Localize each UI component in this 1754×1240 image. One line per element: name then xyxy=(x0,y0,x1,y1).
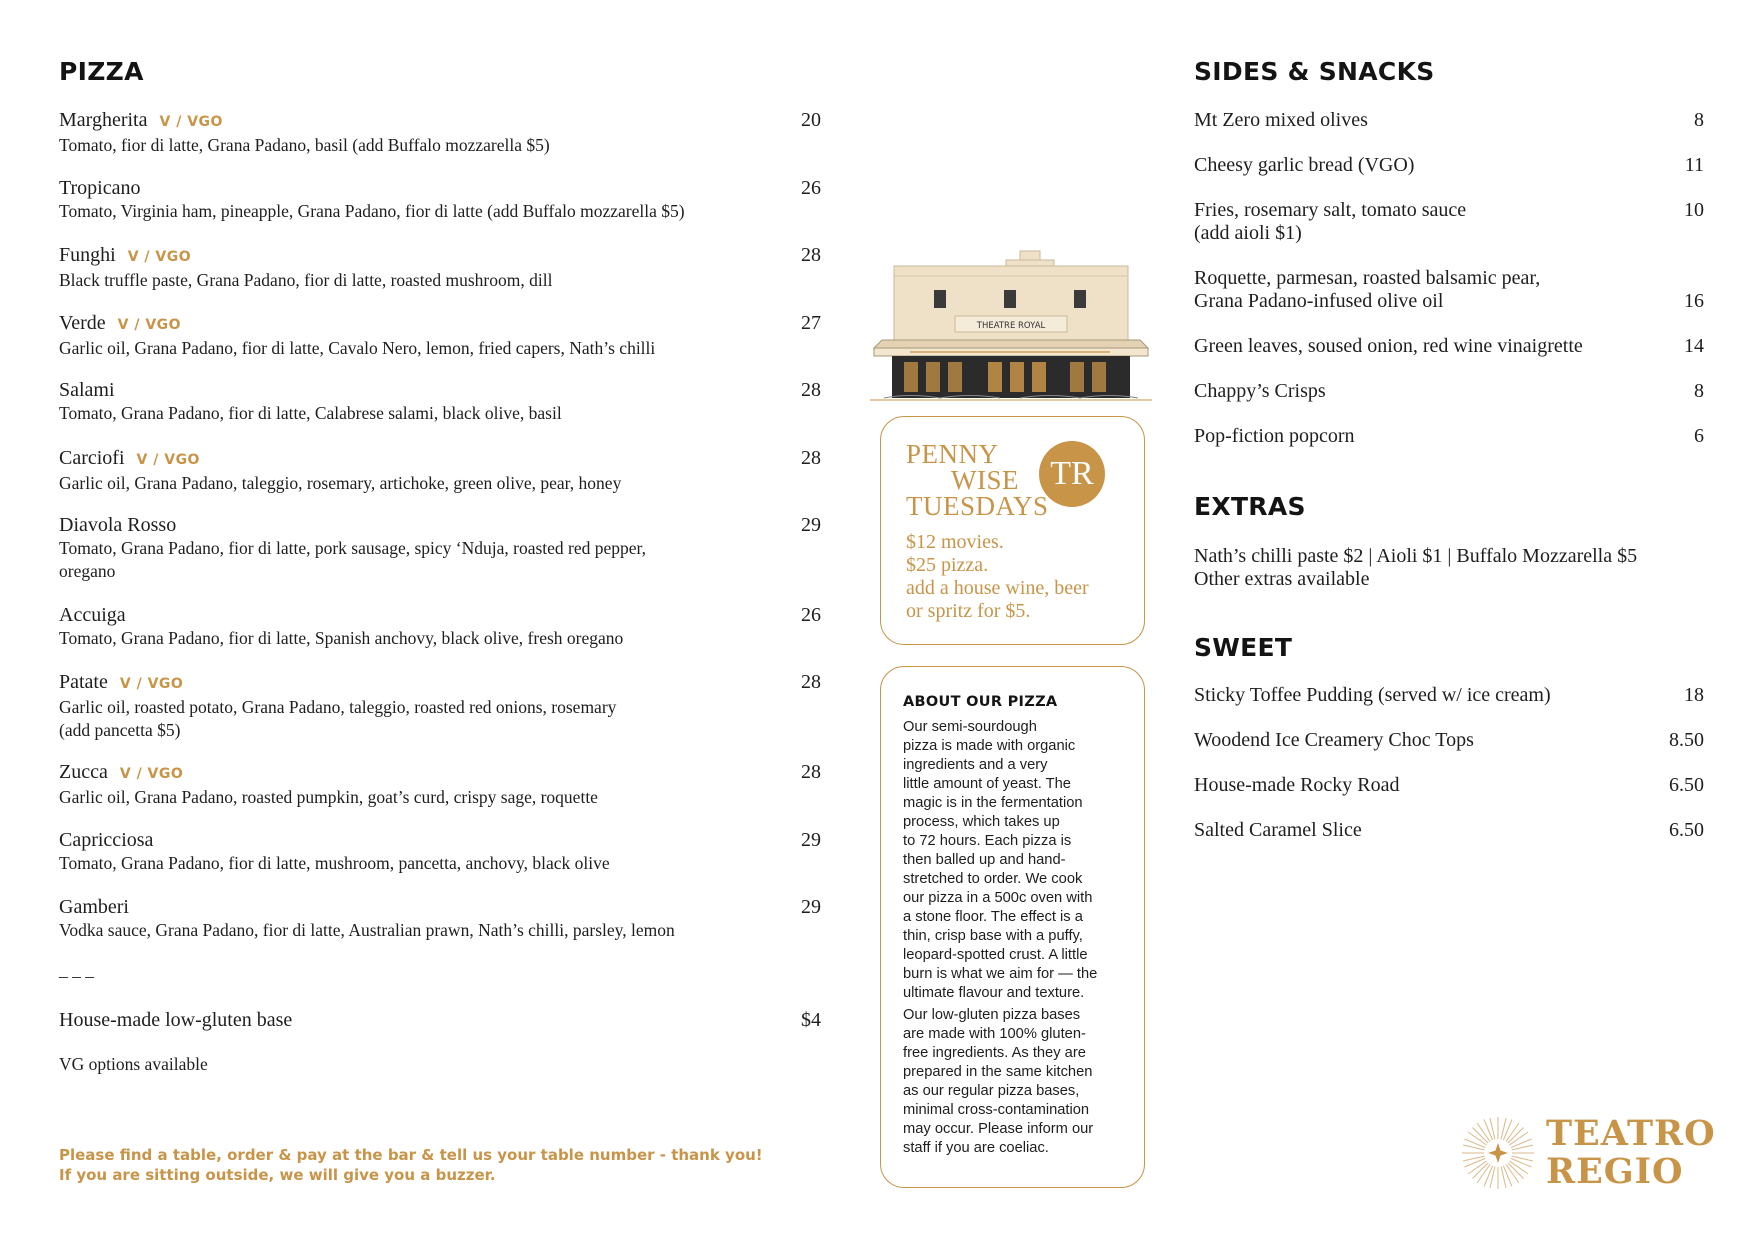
promo-box xyxy=(880,416,1145,645)
pizza-heading: PIZZA xyxy=(59,57,144,86)
about-paragraph-2: Our low-gluten pizza bases are made with 100% gluten- free ingredients. As they are prepared in the same kitchen as our regular pizza bases, minimal cross-contamination may occur. Please inform our staff if you are coeliac. xyxy=(903,1007,1094,1156)
extras-heading: EXTRAS xyxy=(1194,492,1306,521)
item-name-cont: Grana Padano-infused olive oil xyxy=(1194,290,1444,312)
sweet-item xyxy=(1194,729,1704,752)
item-price: 11 xyxy=(1684,154,1704,176)
theatre-building-image xyxy=(870,248,1152,408)
item-description: Tomato, fior di latte, Grana Padano, basil (add Buffalo mozzarella $5) xyxy=(59,135,550,155)
item-price: 29 xyxy=(801,896,821,918)
item-price: 14 xyxy=(1684,335,1704,357)
diet-tag: V / VGO xyxy=(159,114,223,130)
item-name: Margherita xyxy=(59,109,148,131)
pizza-item-verde xyxy=(59,311,821,360)
diet-tag: V / VGO xyxy=(127,249,192,265)
item-price: 8 xyxy=(1694,380,1704,402)
pizza-item-patate xyxy=(59,670,821,742)
pizza-item-zucca xyxy=(59,760,821,809)
item-price: 10 xyxy=(1684,199,1704,221)
separator: – – – xyxy=(59,966,94,986)
item-price: 28 xyxy=(801,447,821,469)
item-price: $4 xyxy=(801,1009,821,1031)
item-name: Roquette, parmesan, roasted balsamic pear, xyxy=(1194,267,1541,289)
item-price: 6.50 xyxy=(1669,774,1704,796)
item-description-cont: oregano xyxy=(59,561,116,581)
item-description: Garlic oil, roasted potato, Grana Padano, taleggio, roasted red onions, rosemary xyxy=(59,697,617,717)
theatre-sign: THEATRE ROYAL xyxy=(976,321,1046,331)
item-description: Tomato, Grana Padano, fior di latte, Calabrese salami, black olive, basil xyxy=(59,403,562,423)
promo-line: $12 movies. xyxy=(906,531,1004,553)
item-name: Mt Zero mixed olives xyxy=(1194,109,1368,131)
about-paragraph-1: Our semi-sourdough pizza is made with organic ingredients and a very little amount of yeast. The magic is in the fermentation process, which takes up to 72 hours. Each pizza is then balled up and hand- stretched to order. We cook our pizza in a 500c oven with a stone floor. The effect is a thin, crisp base with a puffy, leopard-spotted crust. A little burn is what we aim for — the ultimate flavour and texture. xyxy=(903,719,1098,1001)
side-item xyxy=(1194,425,1704,448)
item-price: 27 xyxy=(801,312,821,334)
promo-line: or spritz for $5. xyxy=(906,600,1031,622)
promo-title-line3: TUESDAYS xyxy=(906,491,1049,521)
item-price: 6 xyxy=(1694,425,1704,447)
promo-title-line1: PENNY xyxy=(906,439,999,469)
item-name-cont: (add aioli $1) xyxy=(1194,222,1302,244)
promo-line: $25 pizza. xyxy=(906,554,989,576)
item-name: Fries, rosemary salt, tomato sauce xyxy=(1194,199,1467,221)
diet-tag: V / VGO xyxy=(117,317,182,333)
pizza-item-salami xyxy=(59,378,821,425)
promo-details xyxy=(906,531,1089,623)
item-name: Patate xyxy=(59,671,108,693)
item-description: Garlic oil, Grana Padano, taleggio, rosemary, artichoke, green olive, pear, honey xyxy=(59,473,622,493)
vg-options-note: VG options available xyxy=(59,1054,208,1074)
item-price: 28 xyxy=(801,671,821,693)
promo-title-line2: WISE xyxy=(951,465,1019,495)
sweet-item xyxy=(1194,819,1704,842)
side-item xyxy=(1194,154,1704,177)
item-price: 20 xyxy=(801,109,821,131)
item-description: Vodka sauce, Grana Padano, fior di latte, Australian prawn, Nath’s chilli, parsley, lemon xyxy=(59,920,675,940)
ordering-note-line1: Please find a table, order & pay at the bar & tell us your table number - thank you! xyxy=(59,1146,763,1164)
item-name: House-made low-gluten base xyxy=(59,1009,293,1031)
item-name: Gamberi xyxy=(59,896,129,918)
item-name: Woodend Ice Creamery Choc Tops xyxy=(1194,729,1474,751)
item-name: Funghi xyxy=(59,244,116,266)
pizza-item-margherita xyxy=(59,108,821,157)
logo-wordmark xyxy=(1546,1115,1716,1191)
item-description: Garlic oil, Grana Padano, fior di latte, Cavalo Nero, lemon, fried capers, Nath’s chilli xyxy=(59,338,656,358)
item-name: Carciofi xyxy=(59,447,125,469)
sunburst-icon xyxy=(1460,1115,1536,1191)
item-name: Capricciosa xyxy=(59,829,154,851)
logo-line2: REGIO xyxy=(1546,1151,1684,1192)
item-name: Sticky Toffee Pudding (served w/ ice cream) xyxy=(1194,684,1551,706)
item-price: 8.50 xyxy=(1669,729,1704,751)
theatre-building-illustration xyxy=(870,248,1152,408)
item-name: Verde xyxy=(59,312,106,334)
side-item xyxy=(1194,267,1704,313)
item-price: 28 xyxy=(801,761,821,783)
item-name: Tropicano xyxy=(59,177,141,199)
side-item xyxy=(1194,109,1704,132)
item-name: Salami xyxy=(59,379,115,401)
item-description: Tomato, Grana Padano, fior di latte, pork sausage, spicy ‘Nduja, roasted red pepper, xyxy=(59,538,647,558)
sweet-heading: SWEET xyxy=(1194,633,1293,662)
item-price: 16 xyxy=(1684,290,1704,312)
item-description: Tomato, Grana Padano, fior di latte, Spanish anchovy, black olive, fresh oregano xyxy=(59,628,624,648)
extras-line1: Nath’s chilli paste $2 | Aioli $1 | Buffalo Mozzarella $5 xyxy=(1194,545,1638,567)
pizza-item-funghi xyxy=(59,243,821,292)
item-price: 26 xyxy=(801,604,821,626)
item-name: Diavola Rosso xyxy=(59,514,177,536)
item-description: Tomato, Virginia ham, pineapple, Grana Padano, fior di latte (add Buffalo mozzarella $5) xyxy=(59,201,685,221)
pizza-section xyxy=(59,0,821,1240)
ordering-note xyxy=(59,1145,763,1185)
sweet-item xyxy=(1194,774,1704,797)
item-description: Tomato, Grana Padano, fior di latte, mushroom, pancetta, anchovy, black olive xyxy=(59,853,610,873)
item-name: Chappy’s Crisps xyxy=(1194,380,1326,402)
pizza-item-accuiga xyxy=(59,603,821,650)
item-description: Garlic oil, Grana Padano, roasted pumpkin, goat’s curd, crispy sage, roquette xyxy=(59,787,598,807)
diet-tag: V / VGO xyxy=(119,676,184,692)
item-price: 18 xyxy=(1684,684,1704,706)
item-name: Accuiga xyxy=(59,604,126,626)
item-price: 29 xyxy=(801,829,821,851)
logo-line1: TEATRO xyxy=(1546,1113,1716,1154)
item-name: House-made Rocky Road xyxy=(1194,774,1400,796)
item-name: Pop-fiction popcorn xyxy=(1194,425,1355,447)
promo-badge xyxy=(1039,441,1105,507)
low-gluten-base-item xyxy=(59,1008,821,1032)
diet-tag: V / VGO xyxy=(136,452,200,468)
item-price: 29 xyxy=(801,514,821,536)
extras-text xyxy=(1194,545,1704,591)
extras-line2: Other extras available xyxy=(1194,568,1370,590)
pizza-item-tropicano xyxy=(59,176,821,223)
item-name: Salted Caramel Slice xyxy=(1194,819,1362,841)
pizza-item-gamberi xyxy=(59,895,821,942)
item-price: 26 xyxy=(801,177,821,199)
teatro-regio-logo xyxy=(1460,1113,1716,1195)
item-description-cont: (add pancetta $5) xyxy=(59,720,181,740)
promo-badge-text: TR xyxy=(1050,455,1094,492)
pizza-item-carciofi xyxy=(59,446,821,495)
side-item xyxy=(1194,380,1704,403)
diet-tag: V / VGO xyxy=(119,766,184,782)
promo-title xyxy=(906,441,1049,519)
item-price: 28 xyxy=(801,244,821,266)
item-name: Green leaves, soused onion, red wine vinaigrette xyxy=(1194,335,1583,357)
item-price: 6.50 xyxy=(1669,819,1704,841)
item-description: Black truffle paste, Grana Padano, fior di latte, roasted mushroom, dill xyxy=(59,270,553,290)
right-column xyxy=(1194,0,1704,1240)
promo-line: add a house wine, beer xyxy=(906,577,1089,599)
item-price: 8 xyxy=(1694,109,1704,131)
about-title: ABOUT OUR PIZZA xyxy=(903,694,1058,710)
side-item xyxy=(1194,335,1704,358)
sides-heading: SIDES & SNACKS xyxy=(1194,57,1435,86)
sweet-item xyxy=(1194,684,1704,707)
about-box xyxy=(880,666,1145,1188)
item-price: 28 xyxy=(801,379,821,401)
item-name: Cheesy garlic bread (VGO) xyxy=(1194,154,1415,176)
ordering-note-line2: If you are sitting outside, we will give you a buzzer. xyxy=(59,1166,496,1184)
pizza-item-diavola-rosso xyxy=(59,513,821,583)
pizza-item-capricciosa xyxy=(59,828,821,875)
side-item xyxy=(1194,199,1704,245)
item-name: Zucca xyxy=(59,761,108,783)
